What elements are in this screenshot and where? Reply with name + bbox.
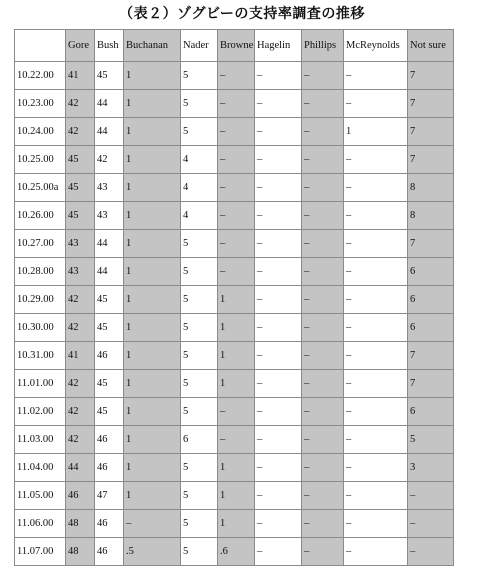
table-body — [15, 62, 454, 566]
cell-browne: 1 — [218, 370, 255, 398]
cell-gore: 45 — [66, 174, 95, 202]
cell-hagelin: – — [255, 538, 302, 566]
column-header-bush: Bush — [95, 30, 124, 62]
table-row — [15, 342, 454, 370]
cell-browne: 1 — [218, 454, 255, 482]
cell-buchanan: 1 — [124, 146, 181, 174]
cell-hagelin: – — [255, 62, 302, 90]
column-header-buchanan: Buchanan — [124, 30, 181, 62]
cell-gore: 46 — [66, 482, 95, 510]
table-row — [15, 482, 454, 510]
cell-not-sure: 8 — [408, 202, 454, 230]
cell-browne: 1 — [218, 510, 255, 538]
table-row — [15, 314, 454, 342]
cell-gore: 45 — [66, 202, 95, 230]
cell-gore: 42 — [66, 314, 95, 342]
cell-nader: 5 — [181, 230, 218, 258]
date-cell: 10.27.00 — [15, 230, 66, 258]
date-cell: 11.06.00 — [15, 510, 66, 538]
table-row — [15, 286, 454, 314]
cell-phillips: – — [302, 342, 344, 370]
cell-buchanan: .5 — [124, 538, 181, 566]
date-cell: 10.23.00 — [15, 90, 66, 118]
cell-phillips: – — [302, 90, 344, 118]
cell-browne: – — [218, 146, 255, 174]
cell-hagelin: – — [255, 398, 302, 426]
cell-hagelin: – — [255, 342, 302, 370]
cell-not-sure: 7 — [408, 90, 454, 118]
cell-gore: 43 — [66, 230, 95, 258]
cell-hagelin: – — [255, 314, 302, 342]
cell-phillips: – — [302, 426, 344, 454]
cell-buchanan: 1 — [124, 398, 181, 426]
date-cell: 10.31.00 — [15, 342, 66, 370]
cell-buchanan: 1 — [124, 62, 181, 90]
cell-bush: 46 — [95, 538, 124, 566]
cell-not-sure: 7 — [408, 118, 454, 146]
cell-not-sure: 7 — [408, 230, 454, 258]
cell-buchanan: 1 — [124, 118, 181, 146]
column-header-phillips: Phillips — [302, 30, 344, 62]
cell-browne: .6 — [218, 538, 255, 566]
cell-gore: 41 — [66, 342, 95, 370]
cell-not-sure: 7 — [408, 370, 454, 398]
cell-phillips: – — [302, 230, 344, 258]
cell-browne: 1 — [218, 342, 255, 370]
cell-buchanan: 1 — [124, 258, 181, 286]
date-cell: 10.28.00 — [15, 258, 66, 286]
cell-buchanan: 1 — [124, 426, 181, 454]
date-cell: 11.07.00 — [15, 538, 66, 566]
table-row — [15, 118, 454, 146]
cell-not-sure: 7 — [408, 146, 454, 174]
table-row — [15, 370, 454, 398]
cell-bush: 44 — [95, 230, 124, 258]
cell-browne: – — [218, 230, 255, 258]
cell-not-sure: 6 — [408, 286, 454, 314]
column-header-not-sure: Not sure — [408, 30, 454, 62]
date-cell: 11.04.00 — [15, 454, 66, 482]
column-header-hagelin: Hagelin — [255, 30, 302, 62]
table-header — [15, 30, 454, 62]
cell-mcreynolds: – — [344, 146, 408, 174]
table-title: （表２）ゾグビーの支持率調査の推移 — [119, 6, 365, 22]
cell-mcreynolds: – — [344, 398, 408, 426]
cell-bush: 45 — [95, 314, 124, 342]
cell-buchanan: 1 — [124, 314, 181, 342]
cell-hagelin: – — [255, 146, 302, 174]
cell-gore: 44 — [66, 454, 95, 482]
cell-mcreynolds: – — [344, 174, 408, 202]
cell-hagelin: – — [255, 230, 302, 258]
cell-mcreynolds: – — [344, 482, 408, 510]
table-row — [15, 454, 454, 482]
cell-gore: 45 — [66, 146, 95, 174]
cell-phillips: – — [302, 118, 344, 146]
cell-buchanan: – — [124, 510, 181, 538]
cell-buchanan: 1 — [124, 370, 181, 398]
date-cell: 11.03.00 — [15, 426, 66, 454]
cell-phillips: – — [302, 538, 344, 566]
cell-phillips: – — [302, 370, 344, 398]
table-row — [15, 426, 454, 454]
date-cell: 11.05.00 — [15, 482, 66, 510]
cell-nader: 5 — [181, 482, 218, 510]
cell-not-sure: – — [408, 510, 454, 538]
table-row — [15, 202, 454, 230]
cell-gore: 42 — [66, 370, 95, 398]
cell-nader: 5 — [181, 370, 218, 398]
cell-bush: 45 — [95, 370, 124, 398]
table-row — [15, 538, 454, 566]
cell-bush: 46 — [95, 510, 124, 538]
cell-buchanan: 1 — [124, 342, 181, 370]
cell-nader: 4 — [181, 146, 218, 174]
table-row — [15, 510, 454, 538]
cell-hagelin: – — [255, 286, 302, 314]
date-cell: 10.22.00 — [15, 62, 66, 90]
table-row — [15, 258, 454, 286]
cell-browne: – — [218, 174, 255, 202]
cell-hagelin: – — [255, 482, 302, 510]
date-cell: 10.24.00 — [15, 118, 66, 146]
cell-hagelin: – — [255, 202, 302, 230]
cell-buchanan: 1 — [124, 482, 181, 510]
cell-hagelin: – — [255, 454, 302, 482]
cell-bush: 44 — [95, 90, 124, 118]
cell-not-sure: 7 — [408, 62, 454, 90]
cell-bush: 46 — [95, 454, 124, 482]
column-header-date — [15, 30, 66, 62]
cell-mcreynolds: – — [344, 370, 408, 398]
cell-not-sure: 5 — [408, 426, 454, 454]
cell-not-sure: 7 — [408, 342, 454, 370]
cell-phillips: – — [302, 454, 344, 482]
cell-not-sure: – — [408, 482, 454, 510]
cell-gore: 41 — [66, 62, 95, 90]
cell-phillips: – — [302, 62, 344, 90]
cell-not-sure: 6 — [408, 398, 454, 426]
cell-not-sure: 6 — [408, 314, 454, 342]
cell-browne: 1 — [218, 482, 255, 510]
cell-mcreynolds: – — [344, 454, 408, 482]
cell-mcreynolds: – — [344, 258, 408, 286]
cell-hagelin: – — [255, 174, 302, 202]
cell-hagelin: – — [255, 510, 302, 538]
table-row — [15, 230, 454, 258]
cell-bush: 42 — [95, 146, 124, 174]
cell-phillips: – — [302, 510, 344, 538]
cell-nader: 5 — [181, 314, 218, 342]
cell-browne: – — [218, 426, 255, 454]
cell-mcreynolds: – — [344, 426, 408, 454]
cell-mcreynolds: – — [344, 62, 408, 90]
cell-hagelin: – — [255, 118, 302, 146]
column-header-gore: Gore — [66, 30, 95, 62]
cell-nader: 5 — [181, 90, 218, 118]
cell-bush: 46 — [95, 342, 124, 370]
table-row — [15, 174, 454, 202]
cell-phillips: – — [302, 398, 344, 426]
cell-phillips: – — [302, 286, 344, 314]
cell-buchanan: 1 — [124, 454, 181, 482]
cell-not-sure: 3 — [408, 454, 454, 482]
date-cell: 11.01.00 — [15, 370, 66, 398]
cell-buchanan: 1 — [124, 202, 181, 230]
date-cell: 10.30.00 — [15, 314, 66, 342]
cell-bush: 44 — [95, 118, 124, 146]
cell-nader: 5 — [181, 454, 218, 482]
cell-mcreynolds: – — [344, 286, 408, 314]
cell-browne: – — [218, 398, 255, 426]
cell-buchanan: 1 — [124, 90, 181, 118]
cell-browne: – — [218, 258, 255, 286]
date-cell: 10.29.00 — [15, 286, 66, 314]
cell-bush: 46 — [95, 426, 124, 454]
cell-buchanan: 1 — [124, 174, 181, 202]
cell-phillips: – — [302, 482, 344, 510]
cell-not-sure: 6 — [408, 258, 454, 286]
cell-buchanan: 1 — [124, 286, 181, 314]
date-cell: 10.25.00 — [15, 146, 66, 174]
column-header-browne: Browne — [218, 30, 255, 62]
cell-mcreynolds: – — [344, 342, 408, 370]
cell-gore: 42 — [66, 398, 95, 426]
cell-mcreynolds: – — [344, 90, 408, 118]
cell-phillips: – — [302, 202, 344, 230]
cell-nader: 5 — [181, 342, 218, 370]
cell-not-sure: – — [408, 538, 454, 566]
cell-browne: – — [218, 118, 255, 146]
date-cell: 10.25.00a — [15, 174, 66, 202]
table-row — [15, 90, 454, 118]
cell-nader: 5 — [181, 398, 218, 426]
cell-hagelin: – — [255, 370, 302, 398]
cell-bush: 45 — [95, 62, 124, 90]
cell-bush: 44 — [95, 258, 124, 286]
cell-phillips: – — [302, 146, 344, 174]
cell-bush: 45 — [95, 398, 124, 426]
cell-browne: – — [218, 62, 255, 90]
cell-gore: 48 — [66, 510, 95, 538]
cell-mcreynolds: – — [344, 538, 408, 566]
cell-phillips: – — [302, 314, 344, 342]
date-cell: 11.02.00 — [15, 398, 66, 426]
cell-gore: 48 — [66, 538, 95, 566]
cell-gore: 42 — [66, 90, 95, 118]
cell-nader: 5 — [181, 286, 218, 314]
cell-browne: – — [218, 90, 255, 118]
table-row — [15, 398, 454, 426]
cell-not-sure: 8 — [408, 174, 454, 202]
cell-mcreynolds: 1 — [344, 118, 408, 146]
table-row — [15, 146, 454, 174]
cell-nader: 5 — [181, 62, 218, 90]
cell-gore: 42 — [66, 286, 95, 314]
table-row — [15, 62, 454, 90]
cell-nader: 4 — [181, 174, 218, 202]
cell-bush: 45 — [95, 286, 124, 314]
cell-phillips: – — [302, 258, 344, 286]
cell-mcreynolds: – — [344, 202, 408, 230]
cell-bush: 47 — [95, 482, 124, 510]
cell-hagelin: – — [255, 258, 302, 286]
cell-hagelin: – — [255, 426, 302, 454]
cell-buchanan: 1 — [124, 230, 181, 258]
cell-gore: 42 — [66, 118, 95, 146]
column-header-mcreynolds: McReynolds — [344, 30, 408, 62]
poll-table — [14, 29, 454, 566]
cell-phillips: – — [302, 174, 344, 202]
column-header-nader: Nader — [181, 30, 218, 62]
cell-nader: 6 — [181, 426, 218, 454]
cell-browne: 1 — [218, 286, 255, 314]
cell-mcreynolds: – — [344, 314, 408, 342]
cell-mcreynolds: – — [344, 230, 408, 258]
cell-bush: 43 — [95, 174, 124, 202]
cell-nader: 5 — [181, 538, 218, 566]
cell-gore: 43 — [66, 258, 95, 286]
header-row — [15, 30, 454, 62]
cell-hagelin: – — [255, 90, 302, 118]
date-cell: 10.26.00 — [15, 202, 66, 230]
cell-browne: – — [218, 202, 255, 230]
cell-mcreynolds: – — [344, 510, 408, 538]
cell-gore: 42 — [66, 426, 95, 454]
cell-nader: 5 — [181, 258, 218, 286]
cell-nader: 5 — [181, 510, 218, 538]
cell-nader: 4 — [181, 202, 218, 230]
cell-browne: 1 — [218, 314, 255, 342]
cell-nader: 5 — [181, 118, 218, 146]
cell-bush: 43 — [95, 202, 124, 230]
